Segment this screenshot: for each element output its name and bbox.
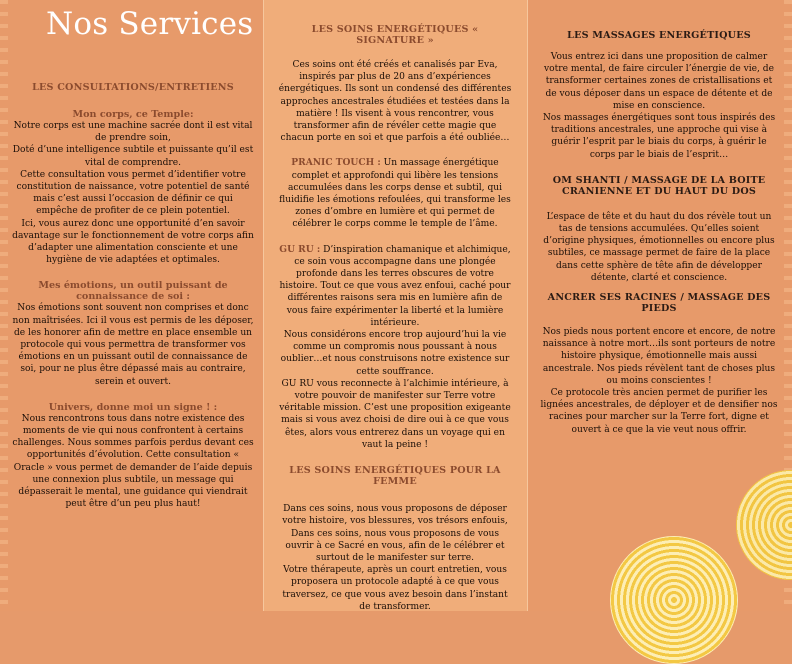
paragraph: Cette consultation vous permet d’identifier votre constitution de naissance, votre potentiel de santé mais c’est aussi l’occasion de définir ce qui empêche de profiter de ce plein potentiel.	[16, 169, 250, 217]
subheading-univers: Univers, donne moi un signe ! :	[48, 401, 218, 413]
paragraph: GU RU vous reconnecte à l’alchimie intérieure, à votre pouvoir de manifester sur Terre votre véritable mission. C’est une proposition exigeante mais si vous avez choisi de dire oui à ce que vous êtes, alors vous entrerez dans un voyage qui en vaut la peine !	[279, 378, 511, 450]
paragraph: Votre thérapeute, après un court entretien, vous proposera un protocole adapté à ce que vous traversez, ce que vous avez besoin dans l’instant de transformer.	[282, 565, 508, 611]
paragraph: Ces soins ont été créés et canalisés par Eva, inspirés par plus de 20 ans d’expériences énergétiques. Ils sont un condensé des différentes approches ancestrales étudiées et testées dans la matière ! Ils visent à vous rencontrer, vous transformer afin de révéler cette magie que chacun porte en soi et que parfois a été oubliée…	[278, 60, 512, 144]
subheading-mon-corps: Mon corps, ce Temple:	[72, 109, 194, 120]
paragraph: Nos émotions sont souvent non comprises et donc non maîtrisées. Ici il vous est permis de les déposer, de les honorer afin de mettre en place ensemble un protocole qui vous permettra de transformer vos émotions en un puissant outil de connaissance de soi, pour ne plus être dépassé mais au contraire, serein et ouvert.	[12, 303, 254, 387]
section-heading-consultations: LES CONSULTATIONS/ENTRETIENS	[32, 82, 234, 93]
page-title: Nos Services	[46, 6, 254, 42]
paragraph-guru	[278, 244, 512, 329]
paragraph: Nos massages énergétiques sont tous inspirés des traditions ancestrales, une approche qui vise à guérir l’esprit par le biais du corps, à guérir le corps par le biais de l’esprit…	[542, 113, 776, 160]
column-soins-energetiques	[264, 0, 528, 611]
pranic-touch-text: Un massage énergétique complet et approfondi qui libère les tensions accumulées dans les corps dense et subtil, qui fluidifie les émotions refoulées, qui transforme les zones d’ombre en lumière et qui permet de célébrer le corps comme le temple de l’âme.	[279, 158, 511, 230]
paragraph: Dans ces soins, nous vous proposons de déposer votre histoire, vos blessures, vos trésors enfouis,	[282, 504, 508, 527]
paragraph: Ce protocole très ancien permet de purifier les lignées ancestrales, de déployer et de densifier nos racines pour marcher sur la Terre fort, digne et ouvert à ce que la vie veut nous offrir.	[540, 388, 778, 435]
paragraph: Nous rencontrons tous dans notre existence des moments de vie qui nous confrontent à certains challenges. Nous sommes parfois perdus devant ces opportunités d’évolution. Cette consultation « Oracle » vous permet de demander de l’aide depuis une connexion plus subtile, un message qui dépasserait le mental, une guidance qui viendrait peut être d’un peu plus haut!	[12, 413, 254, 510]
guru-label: GU RU :	[279, 243, 321, 255]
section-heading-femme: LES SOINS ENERGÉTIQUES POUR LA FEMME	[289, 465, 501, 488]
paragraph-pranic-touch	[278, 157, 512, 230]
paragraph: Doté d’une intelligence subtile et puissante qu’il est vital de comprendre.	[12, 145, 254, 168]
paragraph: Nous considérons encore trop aujourd’hui la vie comme un compromis nous poussant à nous oublier…et nous construisons notre existence sur cette souffrance.	[280, 330, 510, 377]
column-consultations	[0, 0, 264, 611]
section-heading-massages: LES MASSAGES ENERGÉTIQUES	[567, 30, 751, 41]
subheading-mes-emotions: Mes émotions, un outil puissant de connaissance de soi :	[38, 280, 228, 303]
paragraph: Dans ces soins, nous vous proposons de vous ouvrir à ce Sacré en vous, afin de le célébrer et surtout de le manifester sur terre.	[285, 528, 505, 563]
mandala-decoration-icon	[610, 536, 738, 664]
section-heading-om-shanti: OM SHANTI / MASSAGE DE LA BOITE CRANIENNE ET DU HAUT DU DOS	[552, 174, 766, 197]
section-heading-ancrer-racines: ANCRER SES RACINES / MASSAGE DES PIEDS	[547, 292, 771, 315]
section-heading-signature: LES SOINS ENERGÉTIQUES « SIGNATURE »	[311, 24, 479, 46]
decorative-border-left	[0, 0, 8, 611]
guru-text: D’inspiration chamanique et alchimique, ce soin vous accompagne dans une plongée profonde dans les terres obscures de votre histoire. Tout ce que vous avez enfoui, caché pour différentes raisons sera mis en lumière afin de vous faire expérimenter la liberté et la lumière intérieure.	[279, 244, 511, 328]
paragraph: Notre corps est une machine sacrée dont il est vital de prendre soin,	[13, 121, 253, 144]
paragraph: Vous entrez ici dans une proposition de calmer votre mental, de faire circuler l’énergie de vie, de transformer certaines zones de cristallisations et de vous déposer dans un espace de détente et de mise en conscience.	[543, 52, 775, 111]
paragraph: Nos pieds nous portent encore et encore, de notre naissance à notre mort…ils sont porteurs de notre histoire physique, émotionnelle mais aussi ancestrale. Nos pieds révèlent tant de choses plus ou moins conscientes !	[542, 327, 776, 386]
pranic-touch-label: PRANIC TOUCH :	[291, 157, 381, 169]
paragraph: L’espace de tête et du haut du dos révèle tout un tas de tensions accumulées. Qu’elles soient d’origine physiques, émotionnelles ou encore plus subtiles, ce massage permet de faire de la place dans cette sphère de tête afin de développer détente, clarté et conscience.	[543, 211, 775, 283]
paragraph: Ici, vous aurez donc une opportunité d’en savoir davantage sur le fonctionnement de votre corps afin d’adapter une alimentation consciente et une hygiène de vie adaptées et optimales.	[12, 218, 254, 266]
